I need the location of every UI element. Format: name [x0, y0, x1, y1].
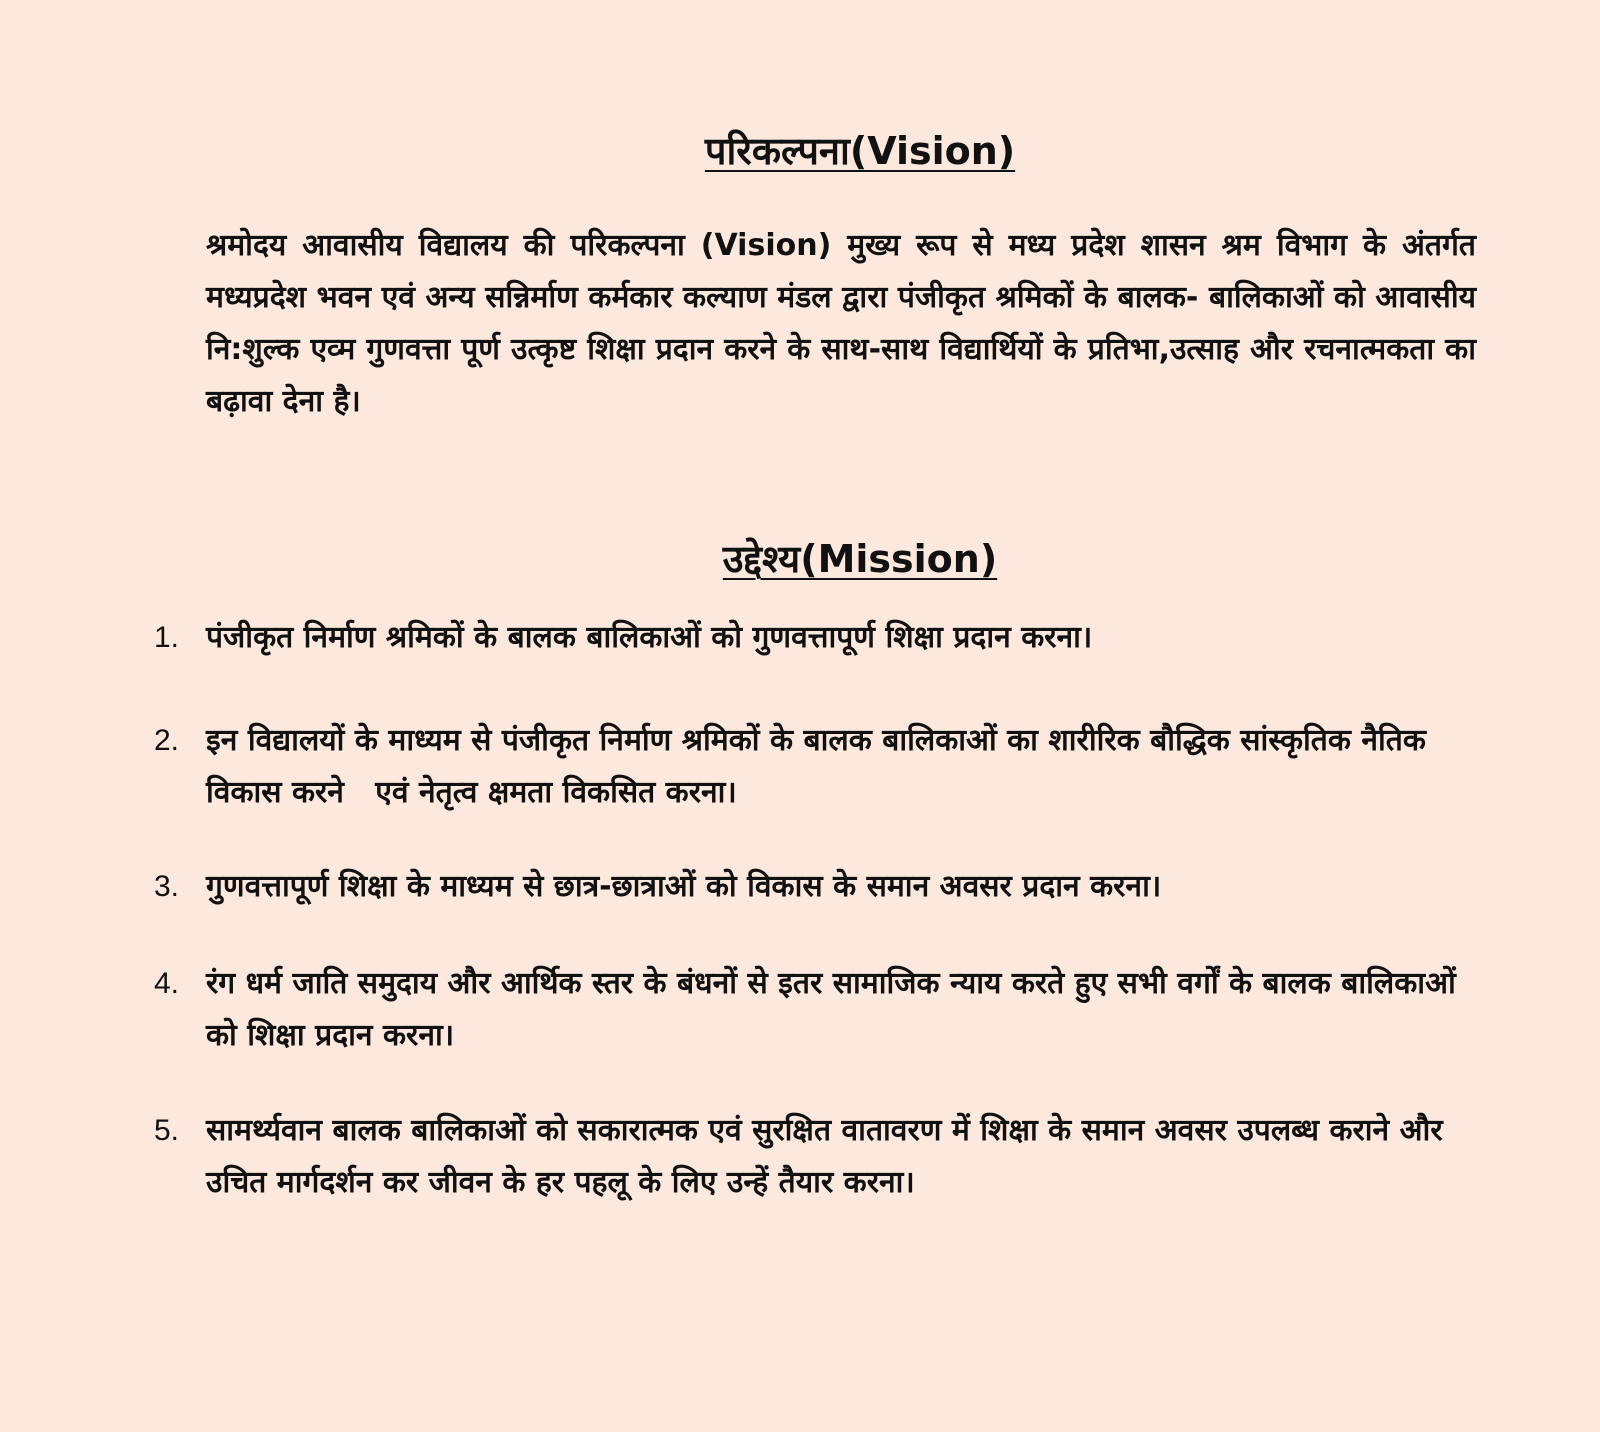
- mission-item-text: इन विद्यालयों के माध्यम से पंजीकृत निर्माण श्रमिकों के बालक बालिकाओं का शारीरिक बौद्धिक सांस्कृतिक नैतिक विकास करने एवं नेतृत्व क्षमता विकसित करना।: [206, 723, 1437, 810]
- mission-item-1: [154, 612, 1484, 664]
- vision-heading: परिकल्पना(Vision): [704, 129, 1016, 174]
- mission-item-text: सामर्थ्यवान बालक बालिकाओं को सकारात्मक एवं सुरक्षित वातावरण में शिक्षा के समान अवसर उपलब्ध कराने और उचित मार्गदर्शन कर जीवन के हर पहलू के लिए उन्हें तैयार करना।: [206, 1113, 1454, 1200]
- mission-item-text: पंजीकृत निर्माण श्रमिकों के बालक बालिकाओं को गुणवत्तापूर्ण शिक्षा प्रदान करना।: [206, 620, 1093, 655]
- mission-item-number: 4.: [154, 967, 180, 1000]
- mission-item-number: 3.: [154, 870, 180, 903]
- mission-item-4: [154, 958, 1484, 1062]
- mission-item-number: 1.: [154, 621, 180, 654]
- mission-item-5: [154, 1105, 1454, 1209]
- vision-paragraph: श्रमोदय आवासीय विद्यालय की परिकल्पना (Vision) मुख्य रूप से मध्य प्रदेश शासन श्रम विभाग के अंतर्गत मध्यप्रदेश भवन एवं अन्य सन्निर्माण कर्मकार कल्याण मंडल द्वारा पंजीकृत श्रमिकों के बालक- बालिकाओं को आवासीय नि:शुल्क एव्म गुणवत्ता पूर्ण उत्कृष्ट शिक्षा प्रदान करने के साथ-साथ विद्यार्थियों के प्रतिभा,उत्साह और रचनात्मकता का बढ़ावा देना है।: [206, 228, 1476, 419]
- mission-item-3: [154, 861, 1484, 913]
- mission-item-number: 2.: [154, 724, 180, 757]
- mission-item-text: रंग धर्म जाति समुदाय और आर्थिक स्तर के बंधनों से इतर सामाजिक न्याय करते हुए सभी वर्गों के बालक बालिकाओं को शिक्षा प्रदान करना।: [206, 966, 1467, 1053]
- mission-heading: उद्देश्य(Mission): [722, 537, 998, 582]
- mission-item-number: 5.: [154, 1114, 180, 1147]
- mission-item-2: [154, 715, 1454, 819]
- mission-item-text: गुणवत्तापूर्ण शिक्षा के माध्यम से छात्र-छात्राओं को विकास के समान अवसर प्रदान करना।: [206, 869, 1162, 904]
